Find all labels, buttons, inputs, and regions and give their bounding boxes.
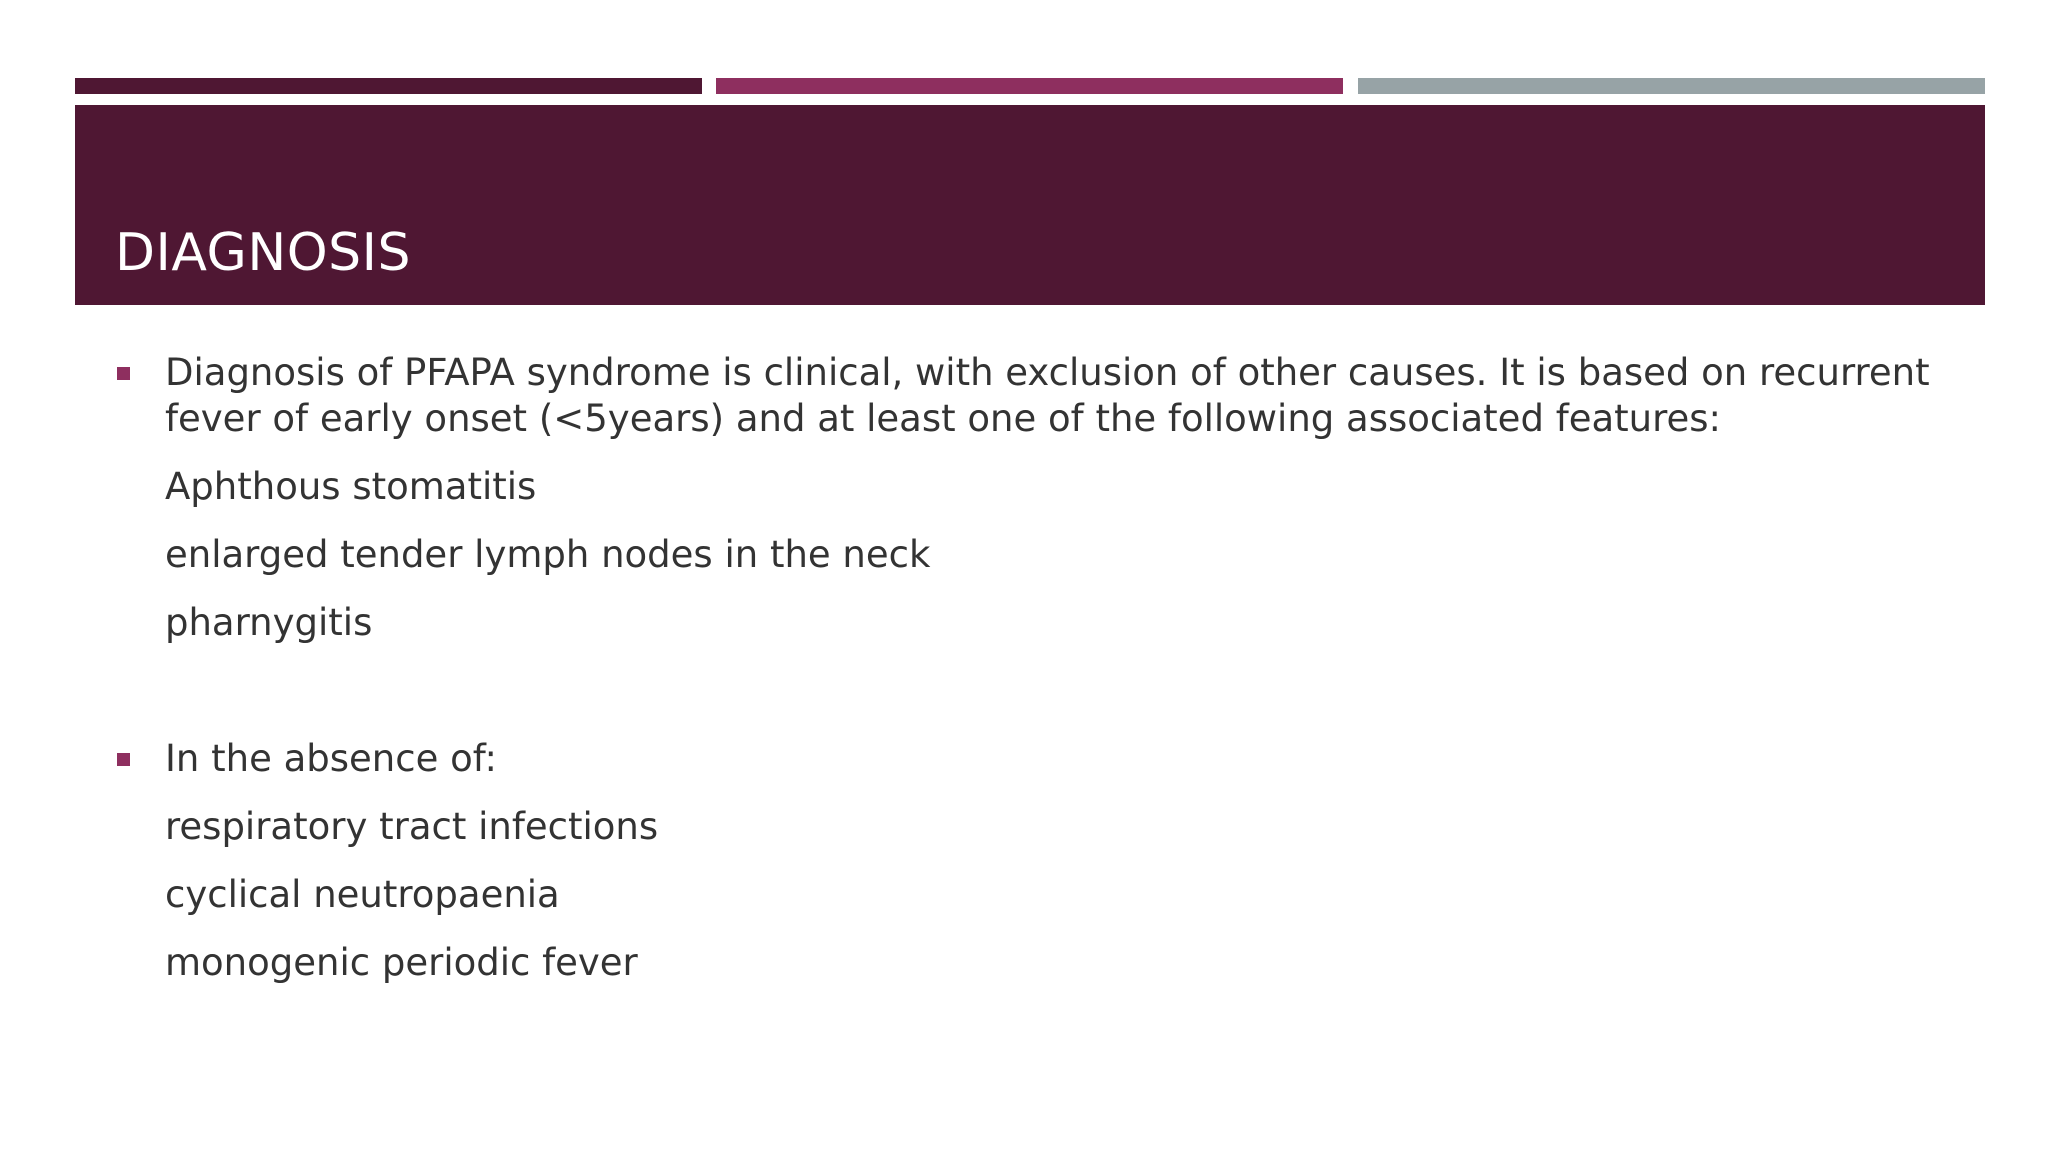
bullet-group-absence [115, 736, 1975, 986]
feature-item: pharnygitis [165, 601, 373, 644]
exclusion-item: monogenic periodic fever [165, 941, 638, 984]
accent-bar-magenta [716, 78, 1343, 94]
square-bullet-icon [117, 753, 130, 766]
accent-bar-gray [1358, 78, 1985, 94]
accent-bar-dark [75, 78, 702, 94]
exclusion-item: respiratory tract infections [165, 805, 659, 848]
exclusion-item: cyclical neutropaenia [165, 873, 560, 916]
slide-content [115, 350, 1975, 986]
slide-title: DIAGNOSIS [115, 223, 412, 283]
bullet-text: In the absence of: [165, 737, 497, 780]
feature-item: enlarged tender lymph nodes in the neck [165, 533, 931, 576]
bullet-item [115, 736, 1975, 782]
feature-item: Aphthous stomatitis [165, 465, 537, 508]
square-bullet-icon [117, 367, 130, 380]
bullet-group-diagnosis [115, 350, 1975, 646]
bullet-item [115, 350, 1975, 442]
bullet-text: Diagnosis of PFAPA syndrome is clinical, with exclusion of other causes. It is based on recurrent fever of early onset (<5years) and at least one of the following associated features: [165, 351, 1930, 440]
title-banner [75, 105, 1985, 305]
